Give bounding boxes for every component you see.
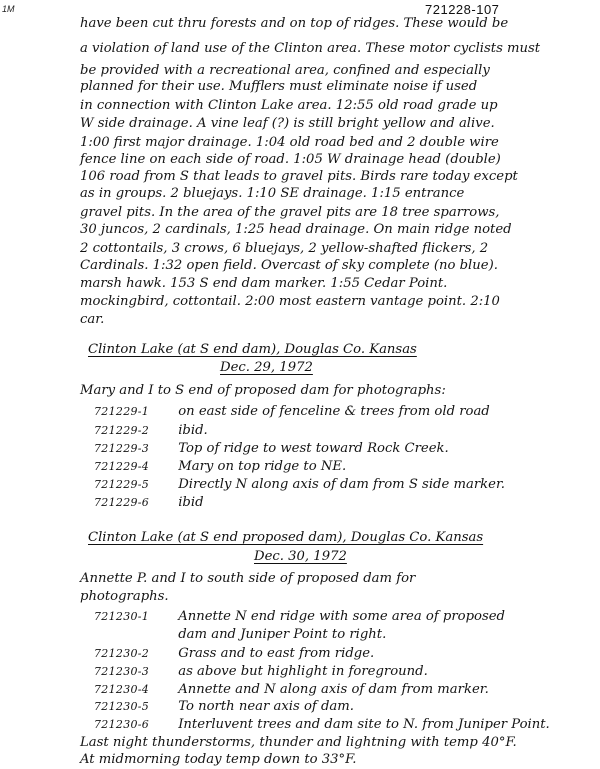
photo-note: as above but highlight in foreground. (178, 664, 428, 679)
photo-note: Annette and N along axis of dam from marker. (178, 682, 489, 697)
photo-entry (94, 718, 550, 731)
text-line: mockingbird, cottontail. 2:00 most eastern vantage point. 2:10 (80, 294, 500, 309)
photo-entry (94, 460, 346, 473)
page-number: 721228-107 (425, 2, 500, 17)
photo-entry (94, 647, 374, 660)
photo-entry (94, 405, 490, 418)
text-line: 30 juncos, 2 cardinals, 1:25 head drainage. On main ridge noted (80, 222, 512, 237)
photo-entry (94, 683, 489, 696)
corner-mark: 1M (2, 4, 15, 14)
photo-code: 721230-6 (94, 718, 150, 731)
text-line: marsh hawk. 153 S end dam marker. 1:55 Cedar Point. (80, 276, 448, 291)
text-line: 106 road from S that leads to gravel pits. Birds rare today except (80, 169, 518, 184)
photo-entry (94, 478, 505, 491)
text-line: be provided with a recreational area, confined and especially (80, 63, 490, 78)
text-line: Cardinals. 1:32 open field. Overcast of sky complete (no blue). (80, 258, 498, 273)
text-line: have been cut thru forests and on top of ridges. These would be (80, 16, 509, 31)
text-line: At midmorning today temp down to 33°F. (80, 752, 357, 767)
photo-note: Directly N along axis of dam from S side marker. (178, 477, 505, 492)
photo-code: 721229-6 (94, 496, 150, 509)
photo-note: dam and Juniper Point to right. (178, 627, 387, 642)
text-line: a violation of land use of the Clinton area. These motor cyclists must (80, 41, 541, 56)
text-line: 2 cottontails, 3 crows, 6 bluejays, 2 yellow-shafted flickers, 2 (80, 241, 489, 256)
photo-entry (94, 628, 386, 641)
photo-code: 721229-1 (94, 405, 150, 418)
photo-note: Interluvent trees and dam site to N. from Juniper Point. (178, 717, 550, 732)
text-line: as in groups. 2 bluejays. 1:10 SE drainage. 1:15 entrance (80, 186, 465, 201)
text-line: planned for their use. Mufflers must eliminate noise if used (80, 79, 478, 94)
photo-note: ibid. (178, 423, 208, 438)
entry-date: Dec. 29, 1972 (220, 360, 313, 375)
photo-code: 721230-3 (94, 665, 150, 678)
entry-heading: Clinton Lake (at S end proposed dam), Douglas Co. Kansas (88, 530, 484, 545)
photo-code: 721230-5 (94, 700, 150, 713)
photo-note: Annette N end ridge with some area of proposed (178, 609, 505, 624)
entry-intro: photographs. (80, 589, 169, 604)
photo-code: 721229-3 (94, 442, 150, 455)
text-line: gravel pits. In the area of the gravel pits are 18 tree sparrows, (80, 205, 500, 220)
photo-code: 721229-5 (94, 478, 150, 491)
photo-entry (94, 610, 505, 623)
photo-entry (94, 496, 204, 509)
entry-date: Dec. 30, 1972 (254, 549, 347, 564)
entry-intro: Mary and I to S end of proposed dam for photographs: (80, 383, 446, 398)
photo-entry (94, 424, 208, 437)
photo-code: 721230-4 (94, 683, 150, 696)
photo-note: Top of ridge to west toward Rock Creek. (178, 441, 449, 456)
entry-heading: Clinton Lake (at S end dam), Douglas Co. Kansas (88, 342, 417, 357)
photo-code: 721230-1 (94, 610, 150, 623)
photo-entry (94, 700, 354, 713)
photo-note: Grass and to east from ridge. (178, 646, 375, 661)
photo-entry (94, 442, 449, 455)
photo-code: 721229-2 (94, 424, 150, 437)
photo-code: 721229-4 (94, 460, 150, 473)
photo-note: ibid (178, 495, 204, 510)
text-line: in connection with Clinton Lake area. 12:55 old road grade up (80, 98, 498, 113)
text-line: 1:00 first major drainage. 1:04 old road bed and 2 double wire (80, 135, 499, 150)
photo-code: 721230-2 (94, 647, 150, 660)
photo-note: on east side of fenceline & trees from old road (178, 404, 490, 419)
photo-note: To north near axis of dam. (178, 699, 354, 714)
text-line: fence line on each side of road. 1:05 W drainage head (double) (80, 152, 501, 167)
text-line: W side drainage. A vine leaf (?) is still bright yellow and alive. (80, 116, 495, 131)
photo-entry (94, 665, 428, 678)
photo-note: Mary on top ridge to NE. (178, 459, 347, 474)
text-line: Last night thunderstorms, thunder and lightning with temp 40°F. (80, 735, 517, 750)
text-line: car. (80, 312, 105, 327)
entry-intro: Annette P. and I to south side of proposed dam for (80, 571, 416, 586)
